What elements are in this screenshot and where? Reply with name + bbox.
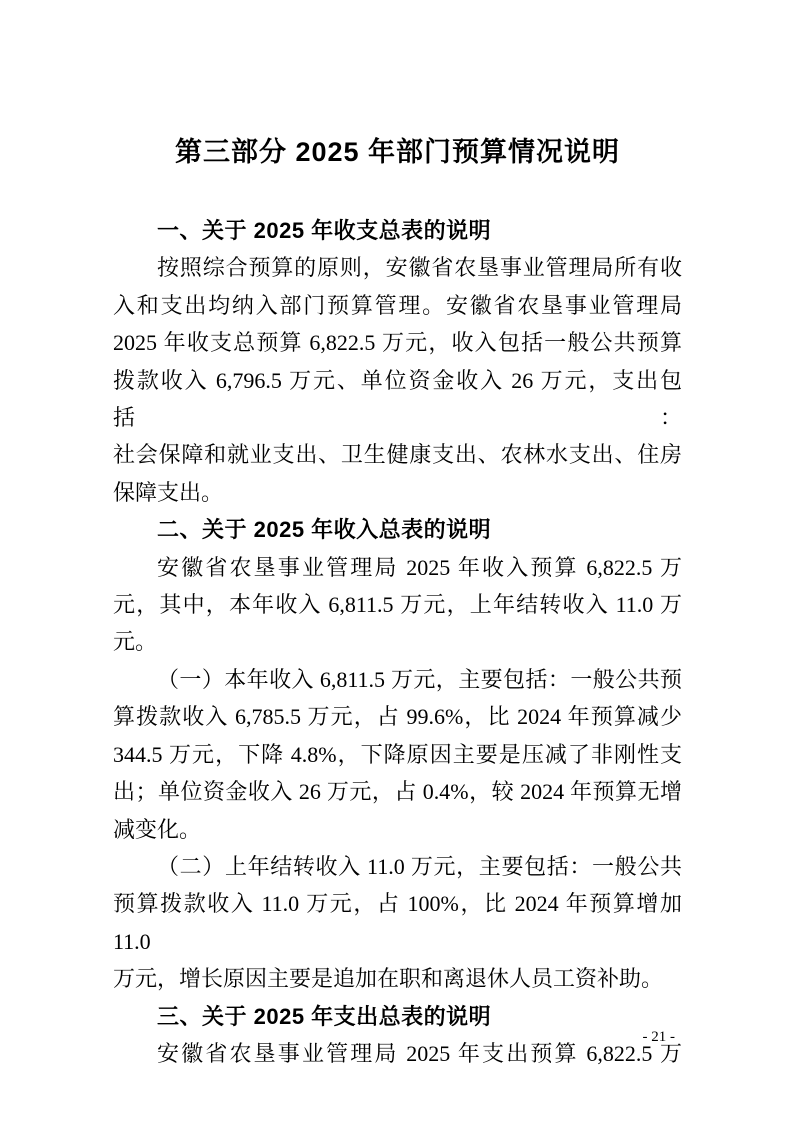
paragraph-line: （一）本年收入 6,811.5 万元，主要包括：一般公共预 (157, 666, 682, 692)
paragraph (113, 661, 682, 848)
paragraph-line: 保障支出。 (113, 479, 224, 505)
paragraph (113, 549, 682, 661)
paragraph-line: 安徽省农垦事业管理局 2025 年收入预算 6,822.5 万 (157, 554, 682, 580)
paragraph-line: 元。 (113, 629, 158, 655)
paragraph-line: 2025 年收支总预算 6,822.5 万元，收入包括一般公共预算 (113, 330, 682, 356)
section-heading (113, 511, 682, 548)
paragraph-line: 算拨款收入 6,785.5 万元，占 99.6%，比 2024 年预算减少 (113, 704, 682, 730)
paragraph-line: 元，其中，本年收入 6,811.5 万元，上年结转收入 11.0 万 (113, 592, 682, 618)
paragraph-line: 预算拨款收入 11.0 万元，占 100%，比 2024 年预算增加 11.0 (113, 891, 682, 954)
heading-line: 二、关于 2025 年收入总表的说明 (157, 517, 492, 543)
paragraph (113, 1035, 682, 1072)
paragraph-line: 出；单位资金收入 26 万元，占 0.4%，较 2024 年预算无增 (113, 779, 682, 805)
paragraph-line: 按照综合预算的原则，安徽省农垦事业管理局所有收 (157, 255, 682, 281)
paragraph-line: 入和支出均纳入部门预算管理。安徽省农垦事业管理局 (113, 292, 682, 318)
page-title: 第三部分 2025 年部门预算情况说明 (174, 137, 621, 167)
paragraph-line: 社会保障和就业支出、卫生健康支出、农林水支出、住房 (113, 442, 682, 468)
paragraph-line: 减变化。 (113, 816, 202, 842)
paragraph-line: 安徽省农垦事业管理局 2025 年支出预算 6,822.5 万 (157, 1040, 682, 1066)
paragraph-line: 拨款收入 6,796.5 万元、单位资金收入 26 万元，支出包括： (113, 367, 682, 431)
section-heading (113, 212, 682, 249)
paragraph (113, 249, 682, 511)
page-number: - 21 - (642, 1029, 675, 1045)
heading-line: 三、关于 2025 年支出总表的说明 (157, 1003, 492, 1029)
paragraph-line: 344.5 万元，下降 4.8%，下降原因主要是压减了非刚性支 (113, 741, 682, 767)
paragraph-line: 万元，增长原因主要是追加在职和离退休人员工资补助。 (113, 966, 664, 992)
paragraph-line: （二）上年结转收入 11.0 万元，主要包括：一般公共 (157, 853, 682, 879)
section-heading (113, 998, 682, 1035)
document-body (113, 212, 682, 1072)
paragraph (113, 848, 682, 998)
heading-line: 一、关于 2025 年收支总表的说明 (157, 218, 492, 243)
